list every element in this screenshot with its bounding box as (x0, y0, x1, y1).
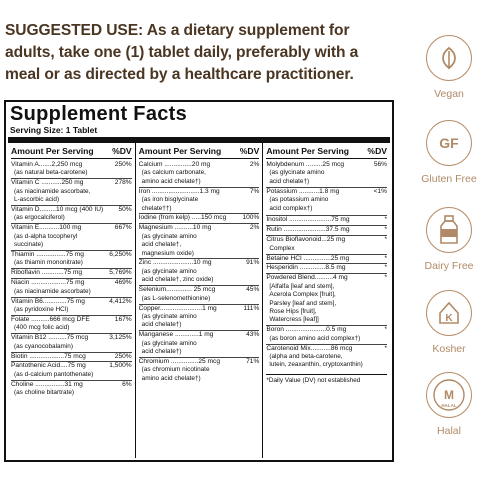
nutrient-source: (as potassium amino (269, 196, 329, 204)
nutrient-source: lutein, zeaxanthin, cryptoxanthin) (269, 361, 363, 369)
facts-column-2 (135, 143, 263, 458)
nutrient-dv: 2% (249, 224, 260, 232)
badge-label: Dairy Free (424, 260, 474, 272)
nutrient-source: [Alfalfa [leaf and stem], (269, 282, 335, 290)
nutrient-source: (as natural beta-carotene) (14, 169, 88, 177)
nutrient-source: (as boron amino acid complex†) (269, 334, 361, 342)
badge-label: Gluten Free (421, 173, 477, 185)
nutrient-name: Zinc ......................10 mg (138, 259, 212, 267)
nutrient-row (11, 250, 132, 259)
milk-bottle-icon (426, 207, 472, 253)
nutrient-row (11, 178, 132, 187)
nutrient-row (11, 205, 132, 214)
nutrient-row (11, 297, 132, 306)
nutrient-row (266, 263, 387, 272)
nutrient-row (139, 285, 260, 294)
nutrient-row (139, 357, 260, 366)
nutrient-row (139, 223, 260, 232)
badge-halal (398, 372, 500, 437)
nutrient-source: (as glycinate amino (141, 232, 197, 240)
nutrient-source: acid chelate†) (141, 321, 182, 329)
nutrient-source: (as glycinate amino (141, 339, 197, 347)
nutrient-list (11, 161, 132, 398)
nutrient-row (266, 254, 387, 263)
nutrient-source: (as glycinate amino (141, 312, 197, 320)
nutrient-row (11, 361, 132, 370)
nutrient-source: Parsley [leaf and stem], (269, 299, 337, 307)
gf-icon-text: GF (439, 135, 459, 151)
nutrient-name: Vitamin B12 ..........75 mcg (11, 334, 89, 342)
nutrient-row (139, 161, 260, 169)
nutrient-name: Choline ................31 mg (11, 380, 83, 388)
facts-title: Supplement Facts (10, 103, 188, 125)
nutrient-name: Manganese .............1 mg (138, 331, 214, 339)
nutrient-dv: 6% (122, 380, 132, 388)
column-header (139, 143, 260, 159)
nutrient-row (266, 235, 387, 244)
badge-label: Kosher (432, 343, 466, 355)
dv-footnote: *Daily Value (DV) not established (266, 374, 387, 385)
nutrient-name: Vitamin A.......2,250 mcg (11, 161, 83, 168)
nutrient-source: succinate) (14, 241, 44, 249)
nutrient-dv: 2% (249, 161, 260, 168)
nutrient-source: chelate††) (141, 204, 172, 212)
nutrient-source: Rose Hips [fruit], (269, 308, 317, 315)
nutrient-name: Riboflavin ............75 mg (11, 269, 83, 277)
kosher-icon (426, 290, 472, 336)
nutrient-dv: * (384, 326, 388, 334)
nutrient-source: (as chromium nicotinate (141, 366, 210, 374)
nutrient-name: Powdered Blend..........4 mg (266, 274, 348, 282)
dv-header: %DV (367, 146, 388, 156)
nutrient-source: acid chelate†) (269, 177, 310, 185)
leaf-icon (426, 35, 472, 81)
supplement-facts-panel (4, 100, 394, 462)
nutrient-source: (400 mcg folic acid) (14, 324, 70, 332)
nutrient-source: (as choline bitartrate) (14, 389, 75, 397)
facts-columns (8, 143, 390, 458)
nutrient-row (139, 187, 260, 196)
column-header (266, 143, 387, 159)
nutrient-source: (as d-calcium pantothenate) (14, 370, 94, 378)
nutrient-source: acid complex†) (269, 204, 313, 212)
nutrient-dv: 7% (249, 187, 260, 195)
nutrient-row (139, 304, 260, 313)
nutrient-dv: 3,125% (109, 334, 132, 342)
nutrient-row (11, 315, 132, 324)
nutrient-name: Hesperidin ..............8.5 mg (266, 264, 346, 272)
facts-column-3 (262, 143, 390, 458)
nutrient-row (139, 330, 260, 339)
nutrient-dv: 100% (242, 214, 260, 222)
nutrient-row (139, 258, 260, 267)
nutrient-dv: * (384, 264, 388, 272)
nutrient-dv: * (384, 254, 388, 262)
nutrient-dv: 469% (114, 279, 132, 287)
amount-header: Amount Per Serving (266, 146, 349, 156)
nutrient-dv: <1% (373, 187, 388, 195)
dv-header: %DV (112, 146, 132, 156)
nutrient-name: Pantothenic Acid....75 mg (11, 362, 86, 370)
badge-dairy-free (398, 207, 500, 272)
nutrient-source: acid chelate†, zinc oxide) (141, 276, 214, 284)
nutrient-name: Selenium.............. 25 mcg (138, 286, 216, 294)
badge-label: Halal (437, 425, 461, 437)
kosher-icon-text: K (445, 313, 453, 324)
halal-icon-letter: M (444, 388, 454, 402)
nutrient-dv: * (384, 226, 388, 234)
gf-icon (426, 120, 472, 166)
nutrient-name: Calcium ...............20 mg (138, 161, 211, 168)
nutrient-dv: 1,500% (109, 362, 132, 370)
nutrient-source: (as glycinate amino (141, 267, 197, 275)
nutrient-dv: * (384, 344, 388, 352)
suggested-use-text: SUGGESTED USE: As a dietary supplement for adults, take one (1) tablet daily, preferably with a meal or as directed by a healthcare practitioner. (5, 22, 359, 83)
badge-kosher (398, 290, 500, 355)
nutrient-dv: * (384, 216, 388, 224)
nutrient-source: magnesium oxide) (141, 249, 194, 257)
facts-column-1 (8, 143, 135, 458)
nutrient-dv: 5,769% (109, 269, 132, 277)
nutrient-row (11, 380, 132, 389)
nutrient-source: acid chelate†, (141, 241, 182, 249)
nutrient-dv: 91% (246, 259, 260, 267)
nutrient-name: Iodine (from kelp) .....150 mcg (138, 214, 227, 222)
nutrient-row (266, 273, 387, 282)
nutrient-name: Magnesium ..........10 mg (138, 224, 212, 232)
nutrient-dv: 6,250% (109, 251, 132, 259)
serving-size: Serving Size: 1 Tablet (10, 125, 98, 135)
nutrient-source: acid chelate†) (141, 348, 182, 356)
nutrient-list (266, 161, 387, 370)
nutrient-source: (as niacinamide ascorbate) (14, 287, 91, 295)
nutrient-name: Niacin ...................75 mg (11, 279, 85, 287)
nutrient-dv: 667% (114, 224, 132, 232)
nutrient-source: (as d-alpha tocopheryl (14, 232, 78, 240)
nutrient-name: Inositol .......................75 mg (266, 216, 350, 224)
nutrient-dv: * (384, 274, 388, 282)
nutrient-source: (as L-selenomethionine) (141, 294, 211, 302)
nutrient-dv: 167% (114, 315, 132, 323)
nutrient-dv: 71% (246, 357, 260, 365)
nutrient-dv: 250% (114, 352, 132, 360)
nutrient-row (11, 278, 132, 287)
nutrient-row (266, 215, 387, 224)
nutrient-source: Acerola Complex [fruit], (269, 291, 336, 299)
nutrient-name: Chromium ...............25 mcg (138, 357, 221, 365)
badge-label: Vegan (434, 88, 464, 100)
nutrient-row (266, 344, 387, 353)
nutrient-name: Carotenoid Mix...........86 mcg (266, 344, 353, 352)
nutrient-source: (as cyanocobalamin) (14, 342, 73, 350)
nutrient-source: (as iron bisglycinate (141, 196, 199, 204)
nutrient-source: amino acid chelate†) (141, 177, 201, 185)
badge-vegan (398, 35, 500, 100)
nutrient-name: Folate ..........666 mcg DFE (11, 315, 90, 323)
amount-header: Amount Per Serving (11, 146, 94, 156)
nutrient-row (11, 333, 132, 342)
badge-gluten-free (398, 120, 500, 185)
nutrient-source: Watercress [leaf]] (269, 316, 319, 324)
nutrient-row (11, 223, 132, 232)
nutrient-name: Potassium ...........1.8 mg (266, 187, 340, 195)
nutrient-dv: 278% (114, 179, 132, 187)
nutrient-name: Betaine HCl ...............25 mg (266, 254, 350, 262)
nutrient-source: (as pyridoxine HCl) (14, 306, 69, 313)
nutrient-row (266, 325, 387, 334)
nutrient-source: (as glycinate amino (269, 169, 325, 177)
nutrient-dv: 250% (114, 161, 132, 168)
nutrient-source: (as ergocalciferol) (14, 214, 65, 222)
nutrient-source: amino acid chelate†) (141, 374, 201, 382)
nutrient-name: Citrus Bioflavonoid...25 mg (266, 236, 346, 244)
nutrient-row (11, 268, 132, 277)
nutrient-name: Iron ..........................1.3 mg (138, 187, 220, 195)
nutrient-name: Vitamin B6.............75 mg (11, 297, 85, 305)
nutrient-row (11, 352, 132, 361)
dv-header: %DV (239, 146, 260, 156)
nutrient-dv: 56% (373, 161, 388, 168)
halal-icon (426, 372, 472, 418)
nutrient-name: Molybdenum .........25 mcg (266, 161, 345, 168)
nutrient-name: Thiamin ................75 mg (11, 251, 84, 259)
amount-header: Amount Per Serving (138, 146, 222, 156)
nutrient-name: Vitamin C ...........250 mg (11, 179, 84, 187)
nutrient-source: (as thiamin mononitrate) (14, 259, 83, 267)
nutrient-source: Complex (269, 244, 295, 252)
nutrient-dv: * (384, 236, 388, 244)
nutrient-row (266, 161, 387, 169)
nutrient-row (266, 187, 387, 196)
nutrient-name: Biotin ...................75 mcg (11, 352, 86, 360)
nutrient-name: Vitamin E...........100 mg (11, 224, 82, 232)
nutrient-source: (as calcium carbonate, (141, 169, 206, 177)
nutrient-dv: 111% (243, 304, 260, 312)
halal-icon-subtext: HALAL (441, 403, 457, 408)
nutrient-row (266, 225, 387, 234)
nutrient-dv: 4,412% (109, 297, 132, 305)
column-header (11, 143, 132, 159)
nutrient-source: (as niacinamide ascorbate, (14, 187, 91, 195)
nutrient-source: (alpha and beta-carotene, (269, 353, 343, 361)
nutrient-row (139, 213, 260, 222)
nutrient-name: Boron ......................0.5 mg (266, 326, 347, 334)
nutrient-name: Vitamin D.........10 mcg (400 IU) (11, 206, 104, 214)
nutrient-name: Copper.......................1 mg (138, 304, 217, 312)
nutrient-list (139, 161, 260, 383)
nutrient-dv: 43% (246, 331, 260, 339)
nutrient-name: Rutin .......................37.5 mg (266, 226, 350, 234)
nutrient-dv: 50% (118, 206, 132, 214)
nutrient-row (11, 161, 132, 169)
nutrient-dv: 45% (246, 286, 260, 294)
nutrient-source: L-ascorbic acid) (14, 196, 60, 204)
